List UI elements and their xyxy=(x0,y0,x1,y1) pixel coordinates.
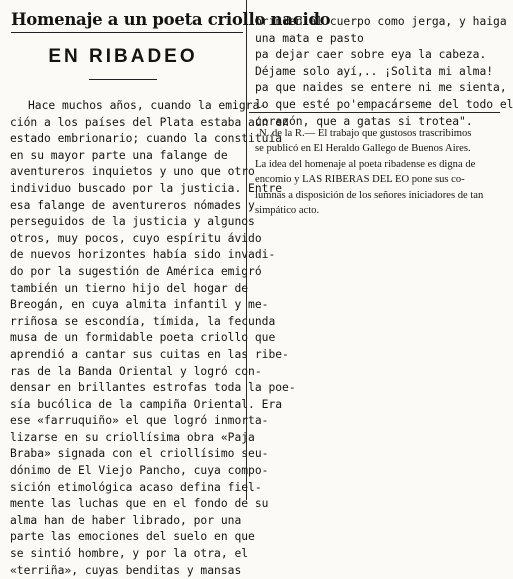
text-line: sía bucólica de la campiña Oriental. Era xyxy=(10,397,283,411)
text-line: mente las luchas que en el fondo de su xyxy=(10,497,269,511)
text-line: N. de la R.— El trabajo que gustosos trascribimos xyxy=(259,128,472,139)
text-line: se sintió hombre, y por la otra, el xyxy=(10,547,249,561)
text-line: parte las emociones del suelo en que xyxy=(10,530,255,544)
text-line: rriñosa se escondía, tímida, la fecunda xyxy=(10,314,276,328)
text-line: Braba» signada con el criollísimo seu- xyxy=(10,447,269,461)
right-column xyxy=(249,0,513,500)
text-line: Déjame solo ayí,.. ¡Solita mi alma! xyxy=(255,64,494,78)
headline-divider xyxy=(89,79,157,80)
text-line: brinden al cuerpo como jerga, y haiga xyxy=(255,15,507,28)
editor-note xyxy=(255,126,495,218)
text-line: aprendió a cantar sus cuitas en las ribe- xyxy=(10,347,289,361)
text-line: Hace muchos años, cuando la emigra- xyxy=(28,99,267,112)
text-line: La idea del homenaje al poeta ribadense es digna de xyxy=(255,158,476,170)
text-line: individuo buscado por la justicia. Entre xyxy=(10,181,283,195)
text-line: lo que esté po'empacárseme del todo el xyxy=(255,97,513,111)
text-line: lizarse en su criollísima obra «Paja xyxy=(10,430,255,444)
text-line: aventureros inquietos y uno que otro xyxy=(10,165,255,179)
text-line: encomio y LAS RIBERAS DEL EO pone sus co- xyxy=(255,174,465,186)
text-line: ción a los países del Plata estaba aún en xyxy=(10,115,289,129)
text-line: también un tierno hijo del hogar de xyxy=(10,281,249,295)
text-line: ese «farruquiño» el que logró inmorta- xyxy=(10,414,269,428)
article-subheadline: EN RIBADEO xyxy=(48,46,198,67)
column-divider xyxy=(249,112,500,113)
text-line: dónimo de El Viejo Pancho, cuya compo- xyxy=(10,464,269,478)
text-line: do por la sugestión de América emigró xyxy=(10,264,262,278)
text-line: de nuevos horizontes había sido invadi- xyxy=(10,248,276,262)
text-line: Breogán, en cuya almita infantil y me- xyxy=(10,298,269,312)
text-line: corazón, que a gatas si trotea". xyxy=(255,114,473,128)
text-line: estado embrionario; cuando la constituía xyxy=(10,132,283,146)
text-line: lumnas a disposición de los señores iniciadores de tan xyxy=(255,189,484,201)
text-line: se publicó en El Heraldo Gallego de Buenos Aires. xyxy=(255,143,471,155)
text-line: alma han de haber librado, por una xyxy=(10,513,242,527)
text-line: esa falange de aventureros nómades y xyxy=(10,198,255,212)
text-line: perseguidos de la justicia y algunos xyxy=(10,215,255,229)
text-line: simpático acto. xyxy=(255,204,320,216)
text-line: sición etimológica acaso defina fiel- xyxy=(10,480,262,494)
text-line: pa dejar caer sobre eya la cabeza. xyxy=(255,48,487,62)
text-line: musa de un formidable poeta criollo que xyxy=(10,331,276,345)
text-line: en su mayor parte una falange de xyxy=(10,148,228,162)
text-line: densar en brillantes estrofas toda la poe- xyxy=(10,381,296,395)
text-line: una mata e pasto xyxy=(255,31,364,45)
article-headline: Homenaje a un poeta criollo nacido xyxy=(11,10,243,33)
text-line: pa que naides se entere ni me sienta, xyxy=(255,81,507,95)
text-line: ras de la Banda Oriental y logró con- xyxy=(10,364,262,378)
text-line: otros, muy pocos, cuyo espíritu ávido xyxy=(10,231,262,245)
text-line: «terriña», cuyas benditas y mansas xyxy=(10,563,242,577)
